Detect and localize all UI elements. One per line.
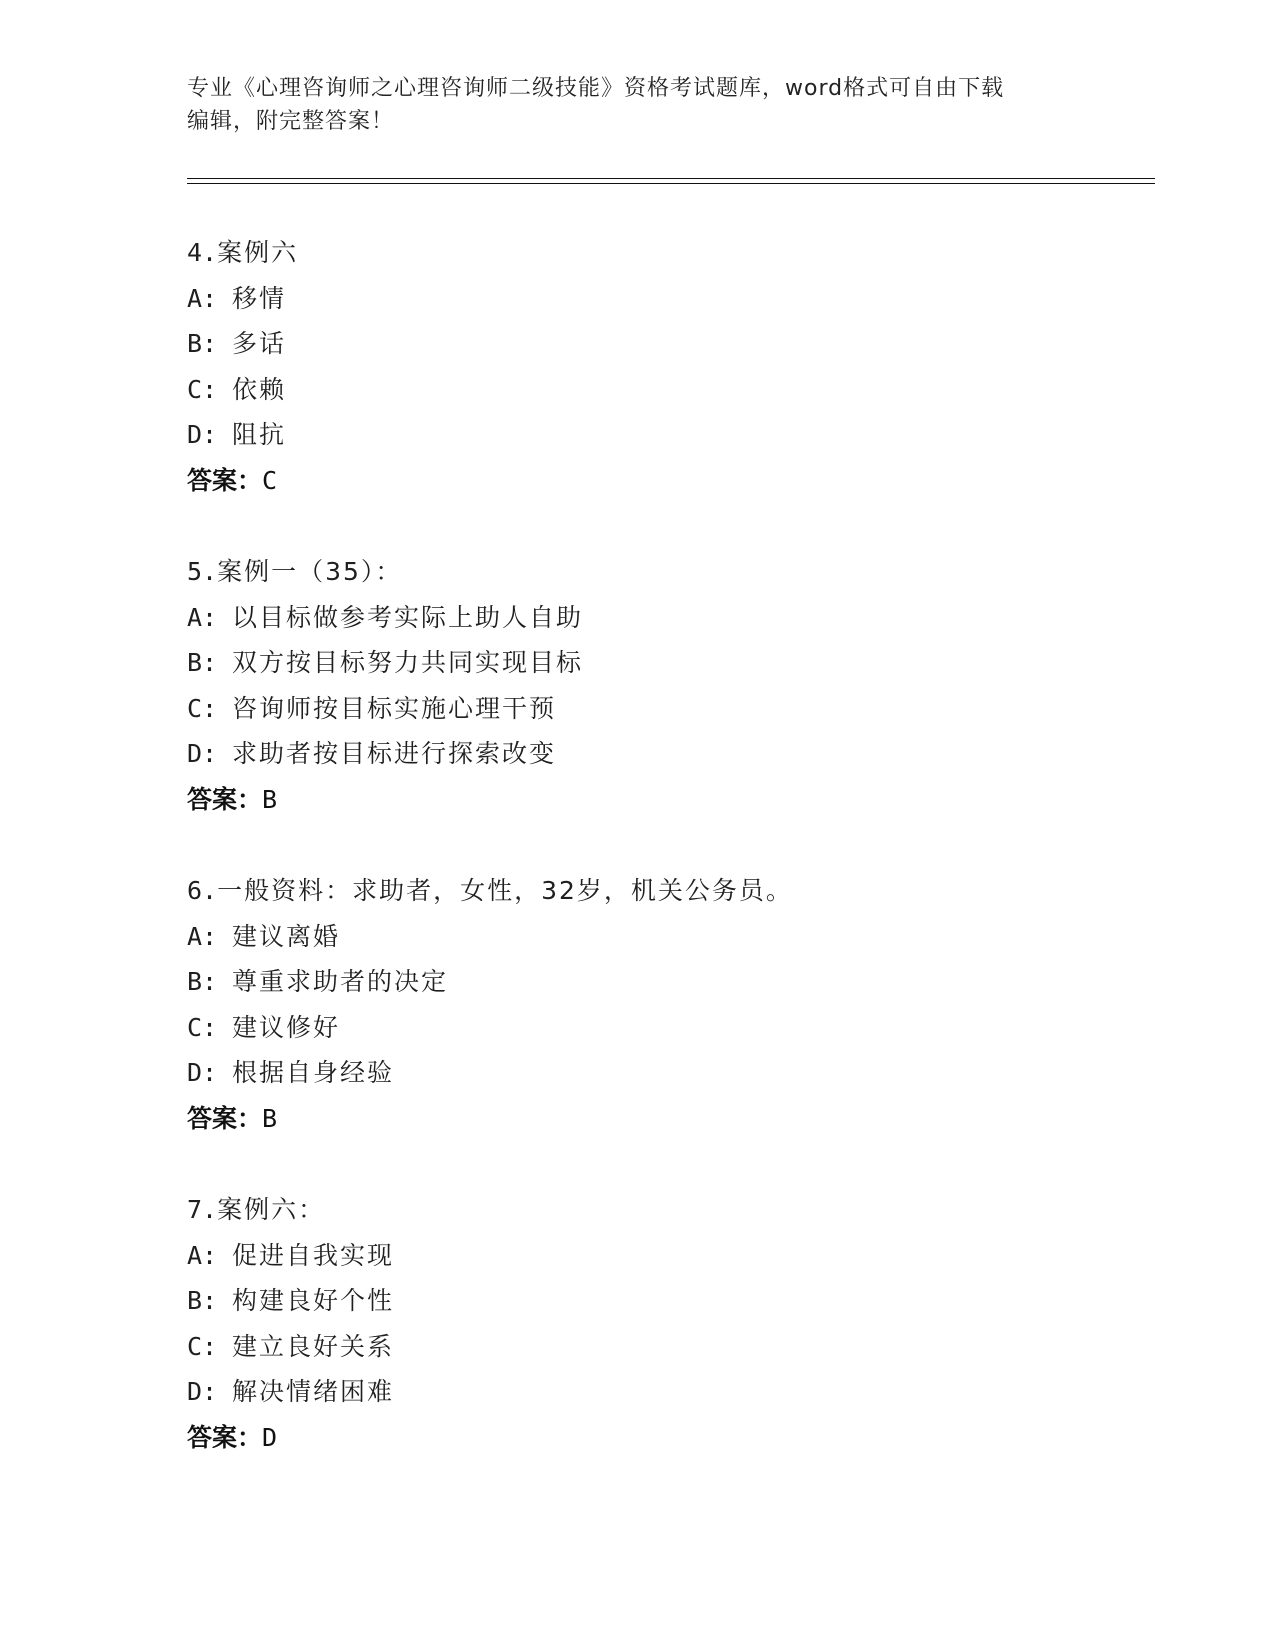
option-text: 移情 xyxy=(232,283,287,313)
option-letter: D: xyxy=(187,420,218,449)
question-6 xyxy=(187,868,1167,1141)
option-d xyxy=(187,412,1167,458)
option-text: 建议修好 xyxy=(232,1012,341,1042)
question-stem xyxy=(187,1187,1167,1233)
page-header xyxy=(187,72,1067,138)
option-letter: A: xyxy=(187,602,218,632)
answer-line xyxy=(187,777,1167,823)
option-b xyxy=(187,959,1167,1005)
option-letter: B: xyxy=(187,967,218,996)
option-letter: D: xyxy=(187,1377,218,1406)
option-letter: B: xyxy=(187,329,218,358)
option-letter: D: xyxy=(187,739,218,768)
question-text: 案例一（35）： xyxy=(217,557,403,586)
answer-label: 答案： xyxy=(187,1422,263,1452)
option-b xyxy=(187,1278,1167,1324)
question-text: 案例六 xyxy=(217,238,299,267)
option-letter: C: xyxy=(187,374,218,404)
question-number: 7. xyxy=(187,1195,218,1224)
header-divider-bottom xyxy=(187,183,1155,184)
option-b xyxy=(187,321,1167,367)
option-letter: B: xyxy=(187,648,218,677)
question-5 xyxy=(187,549,1167,822)
option-letter: A: xyxy=(187,1240,218,1270)
question-number: 6. xyxy=(187,876,218,905)
option-text: 依赖 xyxy=(232,374,287,404)
answer-value: B xyxy=(262,1103,278,1133)
answer-label: 答案： xyxy=(187,1103,263,1133)
option-c xyxy=(187,1005,1167,1051)
option-text: 根据自身经验 xyxy=(232,1058,395,1087)
option-text: 构建良好个性 xyxy=(232,1286,395,1315)
answer-value: B xyxy=(262,784,278,814)
option-text: 促进自我实现 xyxy=(232,1240,395,1270)
answer-value: C xyxy=(262,465,278,495)
header-line-1: 专业《心理咨询师之心理咨询师二级技能》资格考试题库，word格式可自由下载 xyxy=(187,76,1005,101)
question-list xyxy=(187,230,1167,1506)
answer-line xyxy=(187,1096,1167,1142)
question-text: 一般资料：求助者，女性，32岁，机关公务员。 xyxy=(217,876,793,905)
question-stem xyxy=(187,868,1167,914)
option-text: 解决情绪困难 xyxy=(232,1377,395,1406)
option-letter: C: xyxy=(187,693,218,723)
answer-value: D xyxy=(262,1422,278,1452)
option-letter: C: xyxy=(187,1012,218,1042)
question-number: 4. xyxy=(187,238,218,267)
option-a xyxy=(187,595,1167,641)
option-c xyxy=(187,367,1167,413)
option-text: 双方按目标努力共同实现目标 xyxy=(232,648,584,677)
answer-line xyxy=(187,1415,1167,1461)
option-c xyxy=(187,686,1167,732)
header-divider-top xyxy=(187,178,1155,179)
option-text: 多话 xyxy=(232,329,287,358)
option-d xyxy=(187,731,1167,777)
option-letter: D: xyxy=(187,1058,218,1087)
option-letter: A: xyxy=(187,921,218,951)
option-text: 建议离婚 xyxy=(232,921,341,951)
option-letter: A: xyxy=(187,283,218,313)
option-b xyxy=(187,640,1167,686)
option-text: 求助者按目标进行探索改变 xyxy=(232,739,557,768)
option-a xyxy=(187,1233,1167,1279)
question-stem xyxy=(187,230,1167,276)
option-text: 咨询师按目标实施心理干预 xyxy=(232,693,557,723)
question-7 xyxy=(187,1187,1167,1460)
option-text: 建立良好关系 xyxy=(232,1331,395,1361)
option-d xyxy=(187,1050,1167,1096)
answer-label: 答案： xyxy=(187,784,263,814)
question-stem xyxy=(187,549,1167,595)
option-text: 阻抗 xyxy=(232,420,287,449)
option-text: 尊重求助者的决定 xyxy=(232,967,449,996)
option-a xyxy=(187,914,1167,960)
answer-label: 答案： xyxy=(187,465,263,495)
option-d xyxy=(187,1369,1167,1415)
question-number: 5. xyxy=(187,557,218,586)
option-text: 以目标做参考实际上助人自助 xyxy=(232,602,584,632)
question-4 xyxy=(187,230,1167,503)
option-a xyxy=(187,276,1167,322)
option-c xyxy=(187,1324,1167,1370)
question-text: 案例六： xyxy=(217,1195,326,1224)
answer-line xyxy=(187,458,1167,504)
option-letter: B: xyxy=(187,1286,218,1315)
option-letter: C: xyxy=(187,1331,218,1361)
header-line-2: 编辑，附完整答案！ xyxy=(187,109,395,134)
